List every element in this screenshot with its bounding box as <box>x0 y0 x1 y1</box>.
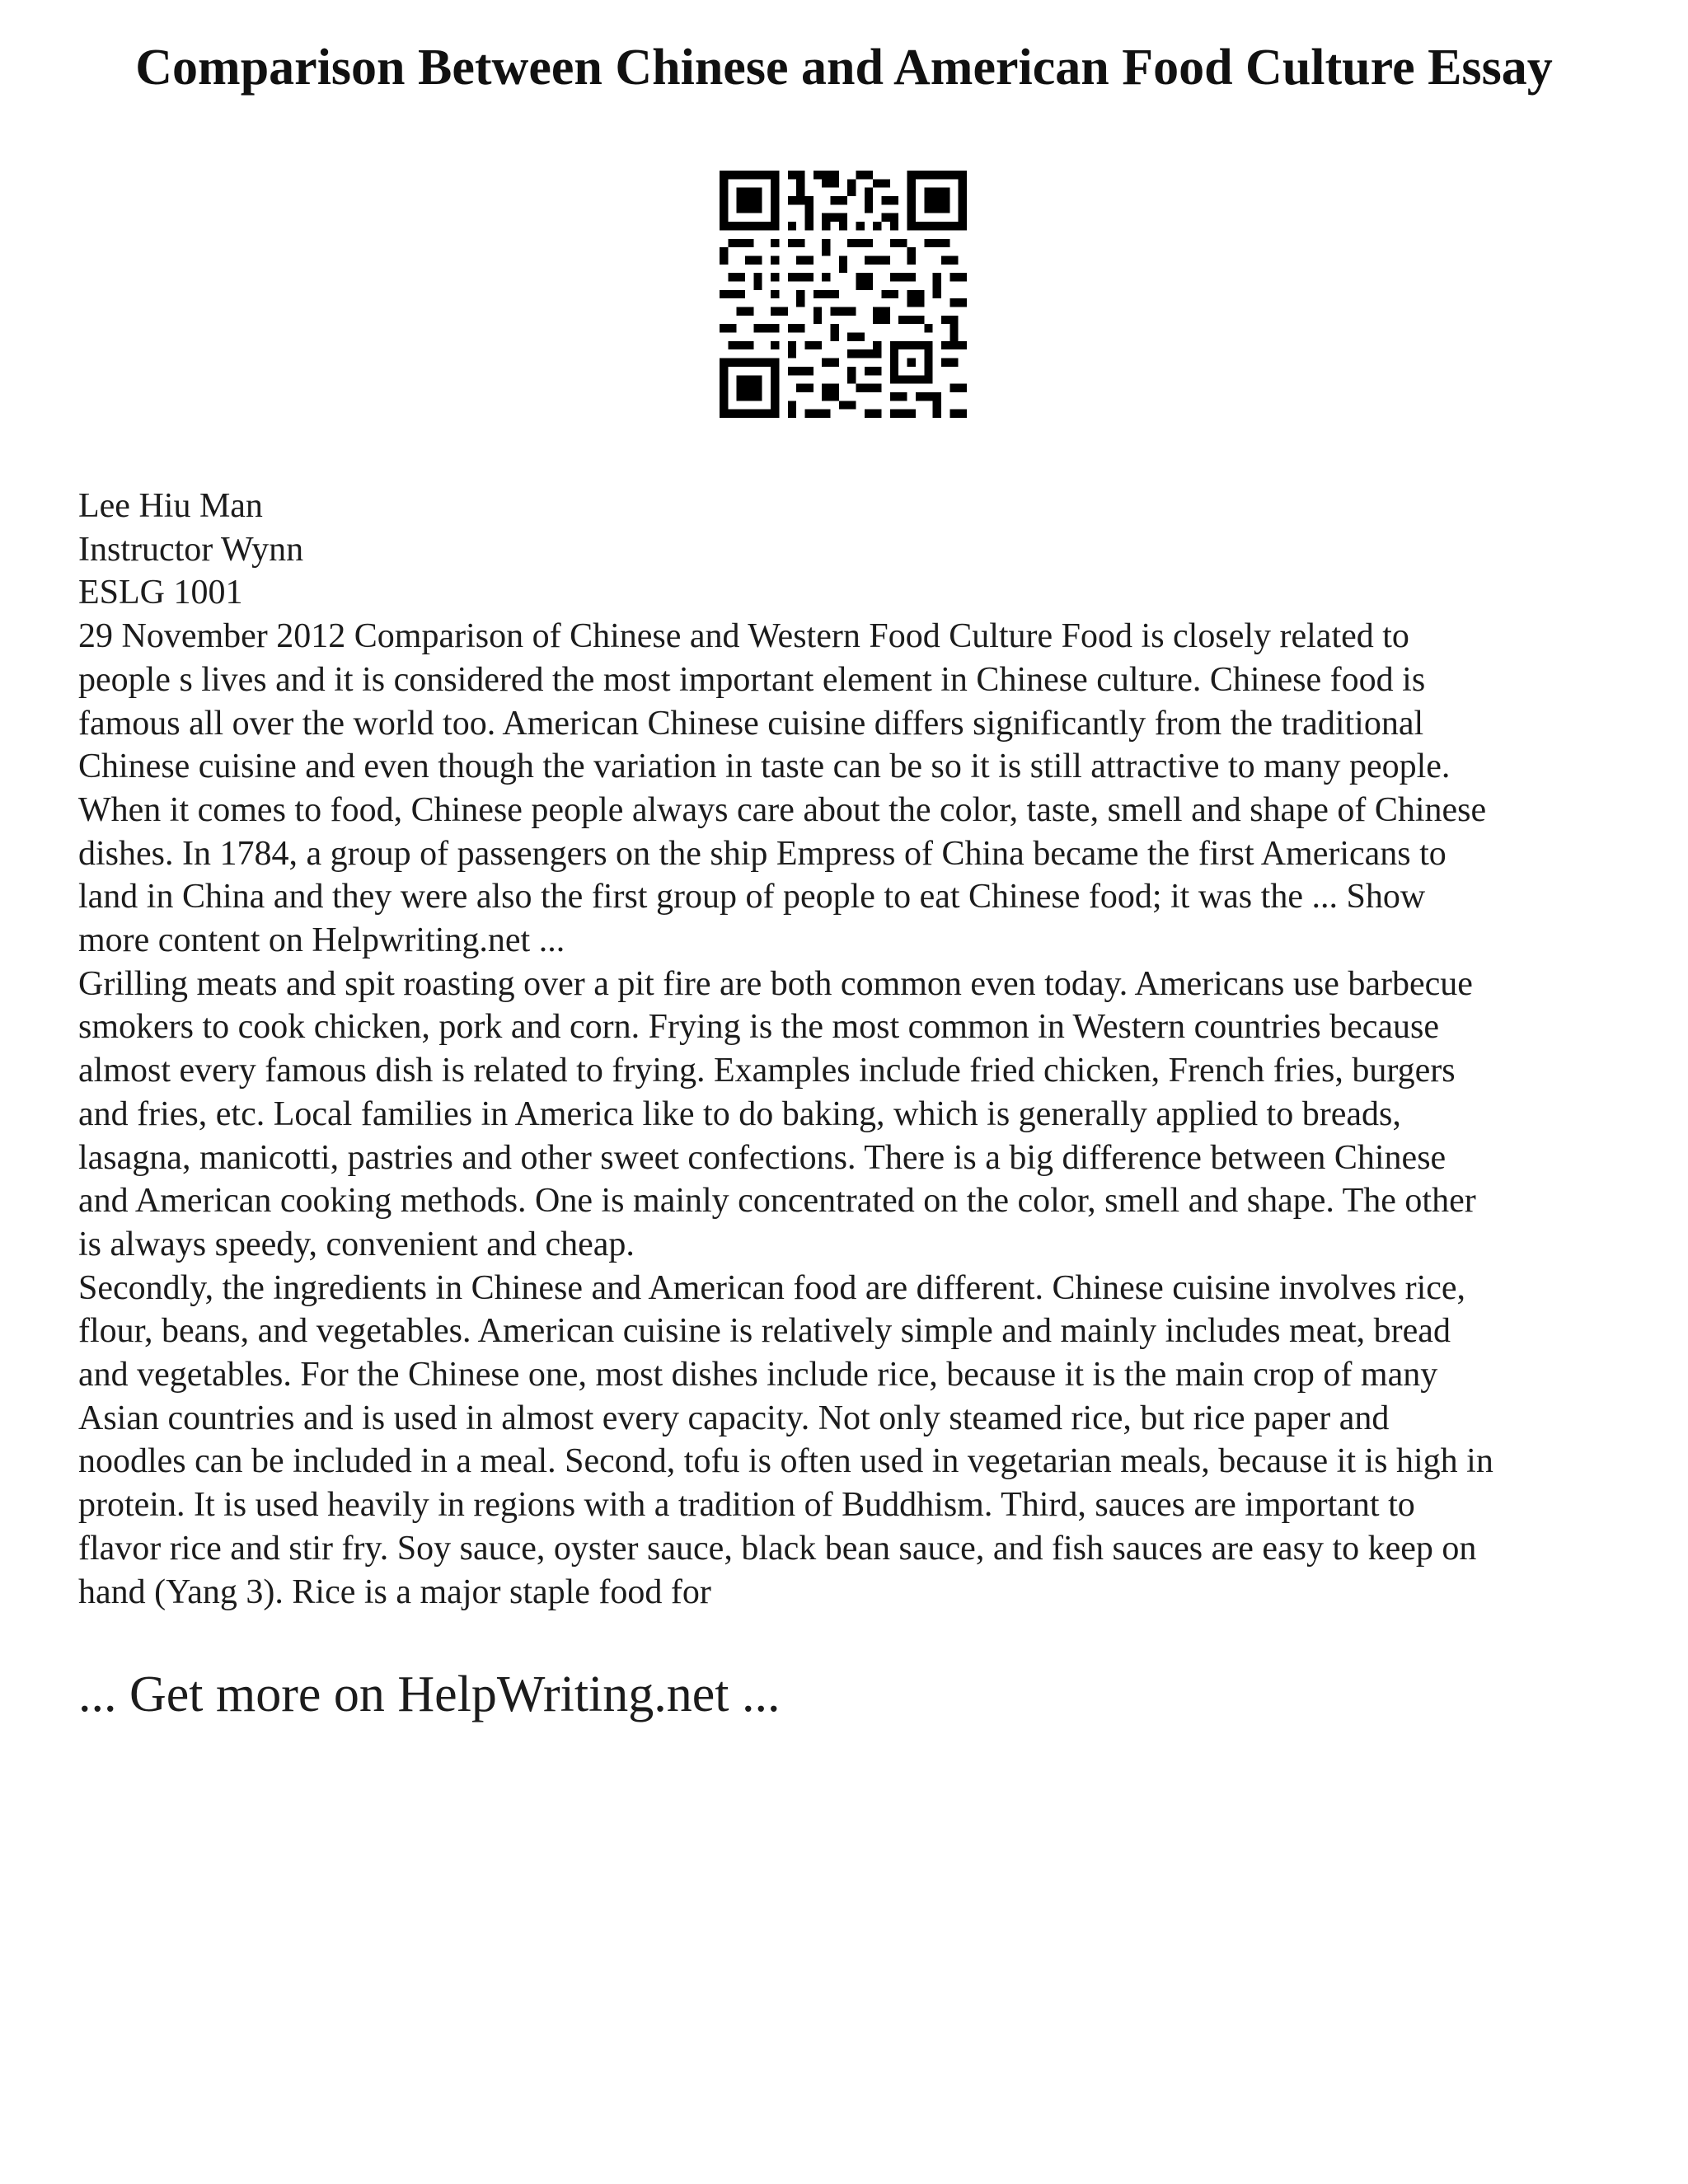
qr-code-icon <box>720 171 967 418</box>
paragraph-1: 29 November 2012 Comparison of Chinese and Western Food Culture Food is closely related to people s lives and it is considered the most important element in Chinese culture. Chinese food is famous all over the world too. American Chinese cuisine differs significantly from the traditional Chinese cuisine and even though the variation in taste can be so it is still attractive to many people. When it comes to food, Chinese people always care about the color, taste, smell and shape of Chinese dishes. In 1784, a group of passengers on the ship Empress of China became the first Americans to land in China and they were also the first group of people to eat Chinese food; it was the ... Show more content on Helpwriting.net ... <box>78 617 1487 960</box>
paragraph-2: Grilling meats and spit roasting over a pit fire are both common even today. Americans use barbecue smokers to cook chicken, pork and corn. Frying is the most common in Western countries because almost every famous dish is related to frying. Examples include fried chicken, French fries, burgers and fries, etc. Local families in America like to do baking, which is generally applied to breads, lasagna, manicotti, pastries and other sweet confections. There is a big difference between Chinese and American cooking methods. One is mainly concentrated on the color, smell and shape. The other is always speedy, convenient and cheap. <box>78 964 1476 1263</box>
page-title: Comparison Between Chinese and American Food Culture Essay <box>135 40 1553 96</box>
author-line: Lee Hiu Man <box>78 487 263 525</box>
paragraph-3: Secondly, the ingredients in Chinese and American food are different. Chinese cuisine involves rice, flour, beans, and vegetables. American cuisine is relatively simple and mainly includes meat, bread and vegetables. For the Chinese one, most dishes include rice, because it is the main crop of many Asian countries and is used in almost every capacity. Not only steamed rice, but rice paper and noodles can be included in a meal. Second, tofu is often used in vegetarian meals, because it is high in protein. It is used heavily in regions with a tradition of Buddhism. Third, sauces are important to flavor rice and stir fry. Soy sauce, oyster sauce, black bean sauce, and fish sauces are easy to keep on hand (Yang 3). Rice is a major staple food for <box>78 1268 1493 1611</box>
essay-body <box>78 485 1620 1614</box>
course-line: ESLG 1001 <box>78 574 243 612</box>
get-more-link[interactable]: ... Get more on HelpWriting.net ... <box>78 1666 781 1722</box>
instructor-line: Instructor Wynn <box>78 530 304 569</box>
